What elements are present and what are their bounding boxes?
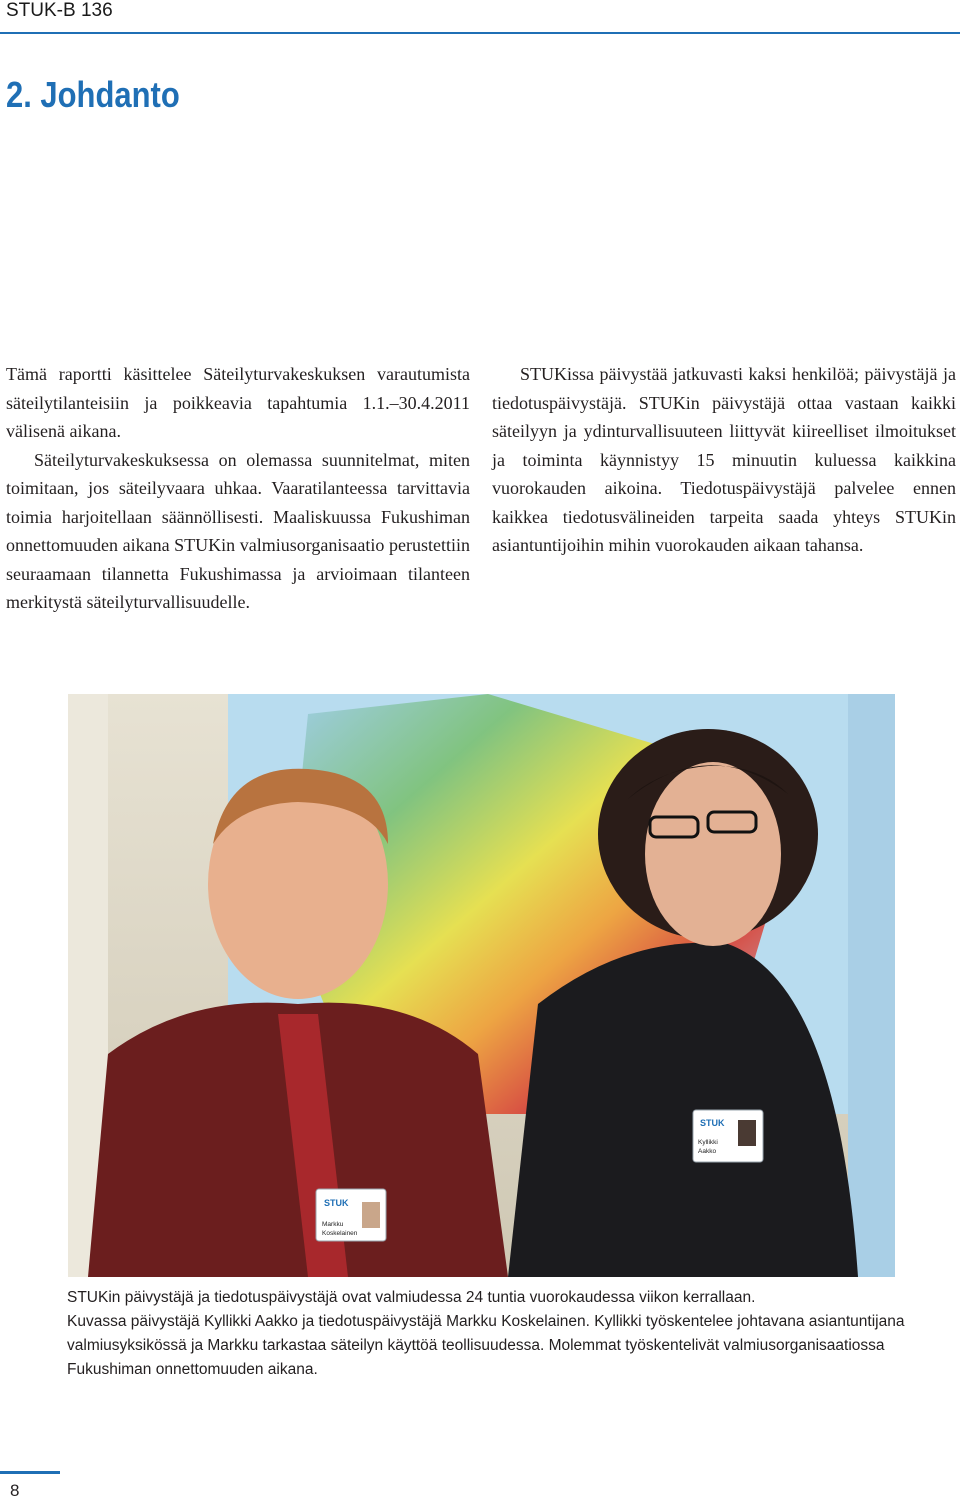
series-label: STUK-B 136 bbox=[6, 0, 113, 21]
photo-caption bbox=[67, 1286, 947, 1382]
man-badge-last-name: Koskelainen bbox=[322, 1230, 358, 1237]
left-paragraph-1: Tämä raportti käsittelee Säteilyturvakeskuksen varautumista säteilytilanteisiin ja poikkeavia tapahtumia 1.1.–30.4.2011 välisenä aikana. bbox=[6, 364, 470, 441]
header-rule bbox=[0, 32, 960, 34]
woman-badge-first-name: Kyllikki bbox=[698, 1139, 718, 1146]
staff-photo-illustration bbox=[68, 694, 895, 1277]
man-badge-org: STUK bbox=[324, 1198, 349, 1208]
man-badge-first-name: Markku bbox=[322, 1221, 344, 1228]
woman-badge-last-name: Aakko bbox=[698, 1148, 717, 1155]
left-text-column bbox=[6, 360, 470, 617]
page-number: 8 bbox=[10, 1481, 20, 1500]
chapter-title: 2. Johdanto bbox=[6, 74, 180, 115]
caption-line-1: STUKin päivystäjä ja tiedotuspäivystäjä ovat valmiudessa 24 tuntia vuorokaudessa viikon kerrallaan. bbox=[67, 1289, 756, 1306]
woman-badge-org: STUK bbox=[700, 1118, 725, 1128]
staff-photo bbox=[68, 694, 895, 1277]
right-text-column bbox=[492, 360, 956, 560]
footer-rule bbox=[0, 1471, 60, 1474]
caption-line-2: Kuvassa päivystäjä Kyllikki Aakko ja tiedotuspäivystäjä Markku Koskelainen. Kyllikki työskentelee johtavana asiantuntijana valmiusyksikössä ja Markku tarkastaa säteilyn käyttöä teollisuudessa. Molemmat työskentelivät valmiusorganisaatiossa Fukushiman onnettomuuden aikana. bbox=[67, 1313, 905, 1378]
left-paragraph-2: Säteilyturvakeskuksessa on olemassa suunnitelmat, miten toimitaan, jos säteilyvaara uhkaa. Vaaratilanteessa tarvittavia toimia harjoitellaan säännöllisesti. Maaliskuussa Fukushiman onnettomuuden aikana STUKin valmiusorganisaatio perustettiin seuraamaan tilannetta Fukushimassa ja arvioimaan tilanteen merkitystä säteilyturvallisuudelle. bbox=[6, 449, 470, 612]
right-paragraph-1: STUKissa päivystää jatkuvasti kaksi henkilöä; päivystäjä ja tiedotuspäivystäjä. STUKin päivystäjä ottaa vastaan kaikki säteilyyn ja ydinturvallisuuteen liittyvät kiireelliset ilmoitukset ja toiminta käynnistyy 15 minuutin kuluessa kaikkina vuorokauden aikoina. Tiedotuspäivystäjä palvelee ennen kaikkea tiedotusvälineiden tarpeita saada yhteys STUKin asiantuntijoihin mihin vuorokauden aikaan tahansa. bbox=[492, 364, 956, 555]
